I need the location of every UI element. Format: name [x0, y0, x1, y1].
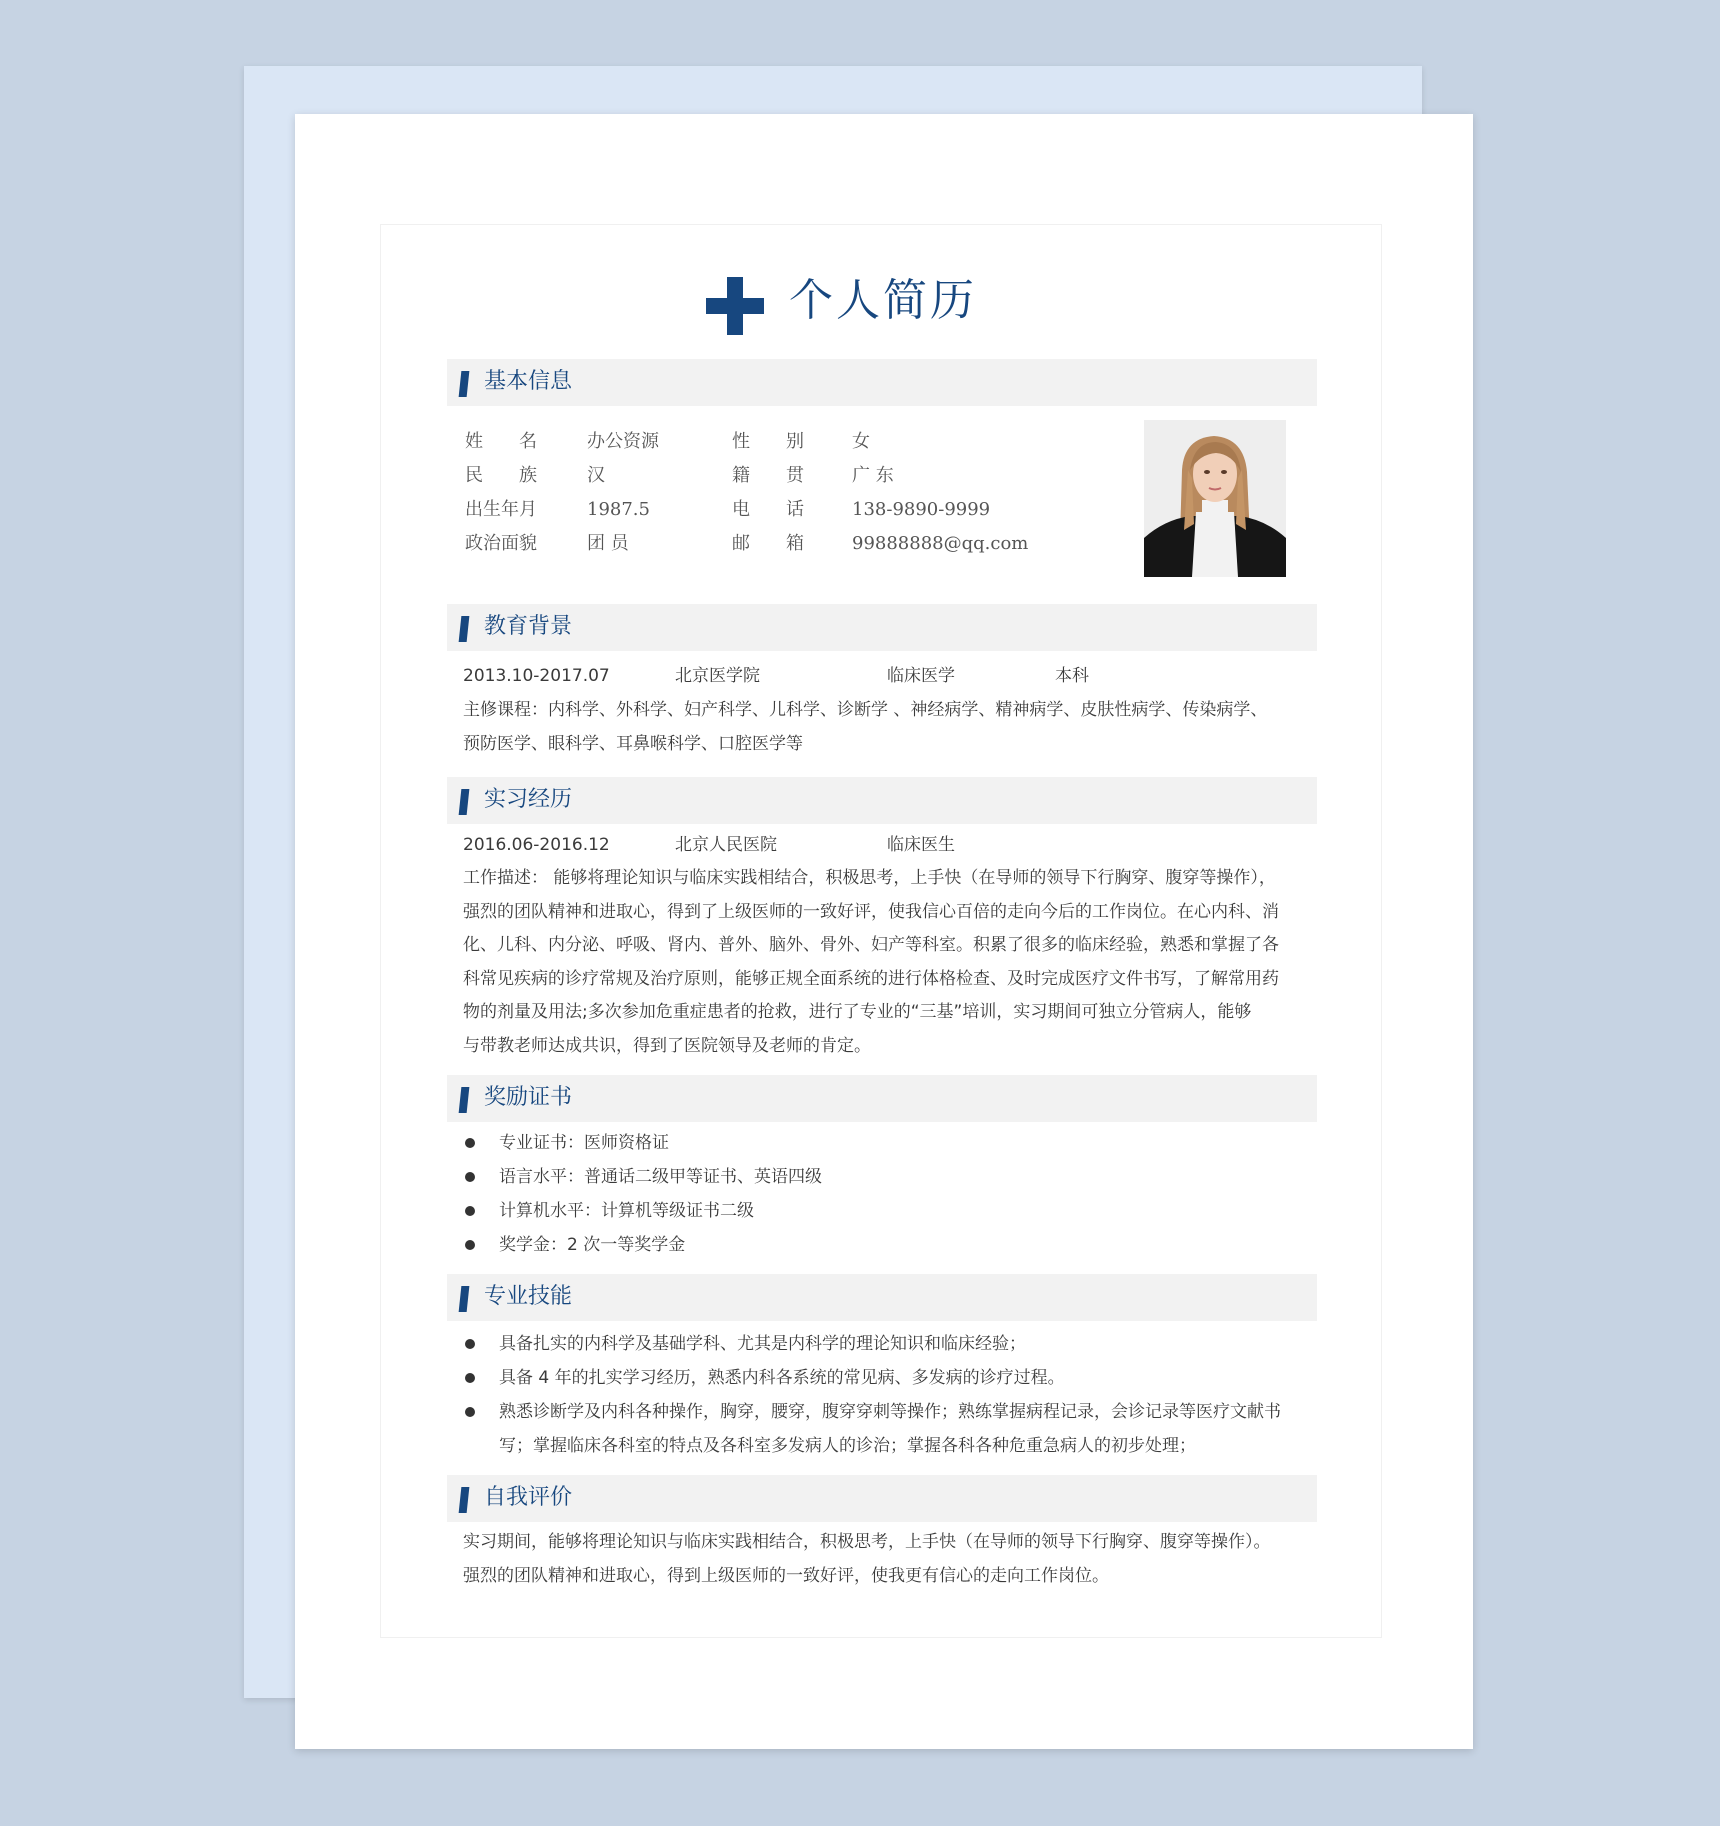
origin-value: 广 东 — [852, 465, 894, 486]
internship-row — [447, 828, 1317, 862]
description-line: 化、儿科、内分泌、呼吸、肾内、普外、脑外、骨外、妇产等科室。积累了很多的临床经验，熟悉和掌握了各 — [463, 935, 1279, 955]
political-value: 团 员 — [587, 533, 629, 554]
internship-description — [447, 862, 1317, 1063]
email-label: 邮 箱 — [732, 533, 804, 554]
list-item: 具备扎实的内科学及基础学科、尤其是内科学的理论知识和临床经验； — [447, 1327, 1317, 1361]
education-major: 临床医学 — [887, 666, 955, 686]
self-evaluation-text — [447, 1526, 1317, 1593]
internship-hospital: 北京人民医院 — [675, 835, 777, 855]
section-marker — [459, 371, 470, 397]
description-line: 工作描述： 能够将理论知识与临床实践相结合，积极思考，上手快（在导师的领导下行胸穿、腹穿等操作）， — [463, 868, 1276, 888]
section-marker — [459, 789, 470, 815]
description-line: 科常见疾病的诊疗常规及治疗原则，能够正规全面系统的进行体格检查、及时完成医疗文件书写，了解常用药 — [463, 968, 1279, 989]
section-title: 自我评价 — [484, 1485, 573, 1510]
name-value: 办公资源 — [587, 431, 659, 452]
gender-label: 性 别 — [732, 431, 804, 452]
bullet-icon — [465, 1407, 475, 1417]
political-label: 政治面貌 — [465, 533, 537, 554]
section-internship — [447, 777, 1317, 824]
section-marker — [459, 1087, 470, 1113]
self-eval-line: 强烈的团队精神和进取心，得到上级医师的一致好评，使我更有信心的走向工作岗位。 — [463, 1565, 1109, 1586]
list-item-continued: 写；掌握临床各科室的特点及各科室多发病人的诊治；掌握各科各种危重急病人的初步处理； — [499, 1436, 1196, 1456]
list-item: 计算机水平：计算机等级证书二级 — [447, 1194, 1317, 1228]
gender-value: 女 — [852, 431, 870, 452]
courses-line-1: 主修课程：内科学、外科学、妇产科学、儿科学、诊断学 、神经病学、精神病学、皮肤性病学、传染病学、 — [463, 700, 1268, 720]
section-title: 教育背景 — [484, 614, 573, 639]
phone-value: 138-9890-9999 — [852, 499, 991, 520]
description-line: 物的剂量及用法;多次参加危重症患者的抢救，进行了专业的“三基”培训，实习期间可独立分管病人，能够 — [463, 1002, 1252, 1022]
birth-label: 出生年月 — [465, 499, 537, 520]
email-value: 99888888@qq.com — [852, 533, 1029, 554]
list-item: 具备 4 年的扎实学习经历，熟悉内科各系统的常见病、多发病的诊疗过程。 — [447, 1361, 1317, 1395]
education-degree: 本科 — [1055, 666, 1089, 686]
section-marker — [459, 616, 470, 642]
medical-cross-icon — [706, 277, 764, 335]
phone-label: 电 话 — [732, 499, 804, 520]
section-marker — [459, 1286, 470, 1312]
origin-label: 籍 贯 — [732, 465, 804, 486]
section-skills — [447, 1274, 1317, 1321]
list-item: 语言水平：普通话二级甲等证书、英语四级 — [447, 1160, 1317, 1194]
bullet-icon — [465, 1339, 475, 1349]
education-period: 2013.10-2017.07 — [463, 666, 610, 686]
birth-value: 1987.5 — [587, 499, 650, 520]
list-item: 熟悉诊断学及内科各种操作，胸穿，腰穿，腹穿穿刺等操作；熟练掌握病程记录，会诊记录等医疗文献书 — [447, 1395, 1317, 1429]
list-item: 专业证书：医师资格证 — [447, 1126, 1317, 1160]
internship-period: 2016.06-2016.12 — [463, 835, 610, 855]
bullet-icon — [465, 1206, 475, 1216]
section-title: 专业技能 — [484, 1284, 573, 1309]
self-eval-line: 实习期间，能够将理论知识与临床实践相结合，积极思考，上手快（在导师的领导下行胸穿、腹穿等操作）。 — [463, 1532, 1271, 1552]
education-row — [447, 659, 1317, 693]
bullet-icon — [465, 1138, 475, 1148]
list-item: 奖学金：2 次一等奖学金 — [447, 1228, 1317, 1262]
resume-header — [447, 225, 1317, 359]
basic-info-block — [447, 414, 1317, 604]
ethnic-label: 民 族 — [465, 465, 537, 486]
section-title: 基本信息 — [484, 369, 573, 394]
bullet-icon — [465, 1172, 475, 1182]
description-line: 强烈的团队精神和进取心，得到了上级医师的一致好评，使我信心百倍的走向今后的工作岗位。在心内科、消 — [463, 901, 1279, 922]
section-education — [447, 604, 1317, 651]
section-awards — [447, 1075, 1317, 1122]
skills-list — [447, 1327, 1317, 1463]
description-line: 与带教老师达成共识，得到了医院领导及老师的肯定。 — [463, 1035, 871, 1056]
section-marker — [459, 1487, 470, 1513]
awards-list — [447, 1126, 1317, 1262]
section-title: 实习经历 — [484, 787, 573, 812]
name-label: 姓 名 — [465, 431, 537, 452]
resume-title: 个人简历 — [789, 275, 977, 326]
internship-position: 临床医生 — [887, 835, 955, 855]
section-basic-info — [447, 359, 1317, 406]
courses-line-2: 预防医学、眼科学、耳鼻喉科学、口腔医学等 — [463, 734, 803, 754]
ethnic-value: 汉 — [587, 465, 605, 486]
resume-page — [295, 114, 1473, 1749]
profile-photo — [1144, 420, 1286, 577]
resume-content — [447, 225, 1317, 1593]
bullet-icon — [465, 1373, 475, 1383]
section-title: 奖励证书 — [484, 1085, 573, 1110]
section-self-evaluation — [447, 1475, 1317, 1522]
bullet-icon — [465, 1240, 475, 1250]
education-school: 北京医学院 — [675, 666, 760, 686]
resume-frame — [380, 224, 1382, 1638]
